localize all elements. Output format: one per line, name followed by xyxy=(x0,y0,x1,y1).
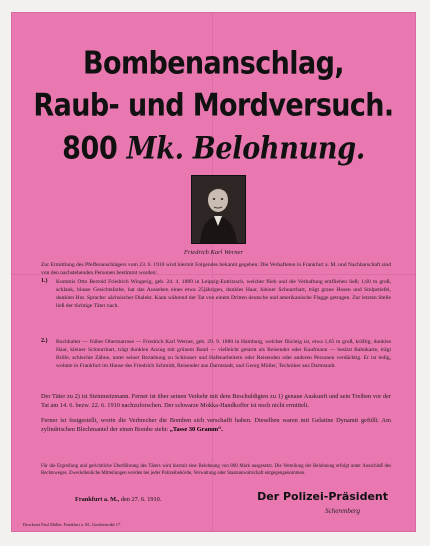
signature: Scherenberg xyxy=(325,507,360,515)
reward-unit: Mk. xyxy=(126,130,184,167)
place-date xyxy=(75,496,161,503)
wanted-poster xyxy=(11,12,416,532)
city-name: Frankfurt a. M., xyxy=(75,496,120,503)
suspect-portrait xyxy=(191,175,246,244)
bomb-inscription: „Tasse 30 Gramm“. xyxy=(169,425,223,433)
reward-amount: 800 xyxy=(62,130,118,167)
bomb-paragraph-text: Ferner ist festgestellt, worin die Verbrecher die Bomben sich verschafft haben. Dieselben waren mit Gelatine Dynamit gefüllt. Am zylindrischen Blechmantel der einen Bombe steht: xyxy=(41,417,391,433)
headline-bombing: Bombenanschlag, xyxy=(83,45,344,82)
suspect2-description: Buchhalter — früher Obermatrose — Friedrich Karl Werner, geb. 29. 9. 1880 in Hamburg, welcher flüchtig ist, etwa 1,65 m groß, kräftig, dunkles Haar, kleiner Schnurrbart, trägt dunklen Anzug mit grünem Band — vielleicht getarnt als Reisender oder Kaufmann — besitzt Bahnkarte, trägt Brille, schlechte Zähne, unter seiner Beziehung zu Schlosser und Hafenarbeitern oder Reisenden oder anderen Personen verdächtig. Er ist ledig, wohnte in Frankfurt im Hause des Friedrich Schmidt, Reisender aus Darmstadt, und Georg Müller, Techniker aus Darmstadt. xyxy=(56,339,391,370)
item1-label: 1.) xyxy=(41,278,48,284)
reward-terms-paragraph: Für die Ergreifung und gerichtliche Überführung des Täters wird hiermit eine Belohnung von 800 Mark ausgesetzt. Die Verteilung der Belohnung erfolgt unter Ausschluß des Rechtsweges. Zweckdienliche Mitteilungen werden bei jeder Polizeibehörde, Verwaltung oder Staatsanwaltschaft entgegengenommen. xyxy=(41,464,391,476)
item2-label: 2.) xyxy=(41,338,48,344)
portrait-caption: Friedrich Karl Werner xyxy=(184,249,243,256)
headline-reward xyxy=(11,131,416,167)
issuing-authority: Der Polizei-Präsident xyxy=(257,490,388,503)
reward-word: Belohnung. xyxy=(192,130,365,167)
bomb-paragraph xyxy=(41,417,391,434)
intro-paragraph: Zur Ermittlung des Pfefferanschlägers vom 23. 6. 1910 wird hiermit Folgendes bekannt gegeben: Die Verhafteten in Frankfurt a. M. und Nachbarschaft sind von den nachstehenden Personen bestimmt worden: xyxy=(41,262,391,277)
perpetrator-paragraph: Der Täter zu 2) ist Steinmetzmann. Ferner ist über seinen Verkehr mit dem Beschuldigten zu 1) genaue Auskunft und sein Treiben vor der Tat am 14. 6. bezw. 22. 6. 1910 nachzuforschen. Der schwarze Mokka-Handkoffer ist noch nicht ermittelt. xyxy=(41,393,391,409)
issue-date: den 27. 6. 1910. xyxy=(120,496,162,503)
headline-robbery-murder: Raub- und Mordversuch. xyxy=(33,87,394,124)
suspect1-description: Kommis Otto Bertold Friedrich Wingerig, geb. 24. 4. 1889 in Leipzig-Eutritzsch, welcher flieh und die Verhaftung entfliehen ließ; 1,60 m groß, schlank, blasse Gesichtsfarbe, hat das Aussehen eines etwa 25jährigen, dunkles Haar, kleiner Schnurrbart, trägt graue Hosen und Stulpstiefel, dunklen Hut. Sprache: sächsischer Dialekt. Kann während der Tat von einem Dritten deutsche und amerikanische Flagge getragen. Zur letzten Stelle ließ der tüchtige Täter nach. xyxy=(56,279,391,310)
printer-imprint: Druckerei Paul Müller, Frankfurt a. M., Goethestraße 17. xyxy=(23,522,122,527)
portrait-photo-icon xyxy=(192,176,245,243)
